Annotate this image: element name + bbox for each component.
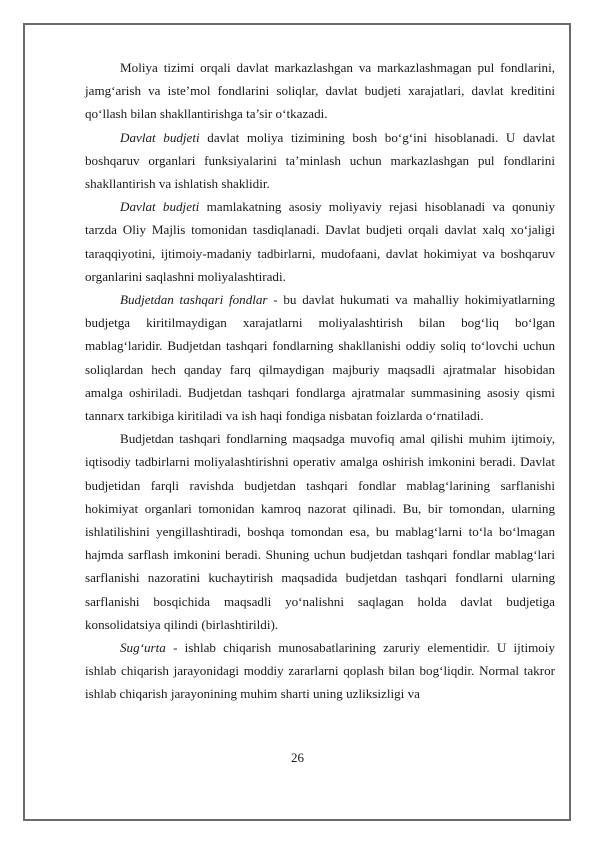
term-sugurta: Sug‘urta xyxy=(120,640,166,656)
term-davlat-budjeti: Davlat budjeti xyxy=(120,129,200,145)
term-davlat-budjeti: Davlat budjeti xyxy=(120,199,200,215)
term-budjetdan-tashqari-fondlar: Budjetdan tashqari fondlar xyxy=(120,292,268,308)
paragraph-davlat-budjeti-definition: Davlat budjeti davlat moliya tizimining bosh bo‘g‘ini hisoblanadi. U davlat boshqaruv organlari funksiyalarini ta’minlash uchun markazlashgan pul fondlarini shakllantirish va ishlatish shaklidir. xyxy=(85,129,555,192)
document-body xyxy=(85,56,555,706)
paragraph-sugurta: Sug‘urta - ishlab chiqarish munosabatlarining zaruriy elementidir. U ijtimoiy ishlab chiqarish jarayonidagi moddiy zararlarni qoplash bilan bog‘liqdir. Normal takror ishlab chiqarish jarayonining muhim sharti uning uzliksizligi va xyxy=(85,640,555,702)
page-number: 26 xyxy=(291,750,304,765)
paragraph-budjetdan-tashqari-fondlar: Budjetdan tashqari fondlar - bu davlat hukumati va mahalliy hokimiyatlarning budjetga kiritilmaydigan xarajatlarni moliyalashtirish bilan bog‘liq bo‘lgan mablag‘laridir. Budjetdan tashqari fondlarning shakllanishi oddiy soliq to‘lovchi uchun soliqlardan hech qanday farq qilmaydigan majburiy maqsadli ajratmalar hisobidan amalga oshiriladi. Budjetdan tashqari fondlarga ajratmalar summasining asosiy qismi tannarx tarkibiga kiritiladi va ish haqi fondiga nisbatan foizlarda o‘rnatiladi. xyxy=(85,292,555,424)
paragraph-moliya-tizimi: Moliya tizimi orqali davlat markazlashgan va markazlashmagan pul fondlarini, jamg‘arish va iste’mol fondlarini soliqlar, davlat budjeti xarajatlari, davlat kreditini qo‘llash bilan shakllantirishga ta’sir o‘tkazadi. xyxy=(85,60,555,122)
paragraph-fondlar-control: Budjetdan tashqari fondlarning maqsadga muvofiq amal qilishi muhim ijtimoiy, iqtisodiy tadbirlarni moliyalashtirishni operativ amalga oshirish imkonini beradi. Davlat budjetidan farqli ravishda budjetdan tashqari fondlar mablag‘larining sarflanishi hokimiyat organlari tomonidan kamroq nazorat qilinadi. Bu, bir tomondan, ularning ishlatilishini yengillashtiradi, boshqa tomondan esa, bu mablag‘larni to‘la bo‘lmagan hajmda sarflash imkonini beradi. Shuning uchun budjetdan tashqari fondlar mablag‘lari sarflanishi nazoratini kuchaytirish maqsadida budjetdan tashqari fondlarni ularning sarflanishi bosqichida maqsadli yo‘nalishni saqlagan holda davlat budjetiga konsolidatsiya qilindi (birlashtirildi). xyxy=(85,431,555,632)
paragraph-davlat-budjeti-plan: Davlat budjeti mamlakatning asosiy moliyaviy rejasi hisoblanadi va qonuniy tarzda Oliy Majlis tomonidan tasdiqlanadi. Davlat budjeti orqali davlat xalq xo‘jaligi taraqqiyotini, ijtimoiy-madaniy tadbirlarni, mudofaani, davlat hokimiyat va boshqaruv organlarini saqlashni moliyalashtiradi. xyxy=(85,199,556,284)
